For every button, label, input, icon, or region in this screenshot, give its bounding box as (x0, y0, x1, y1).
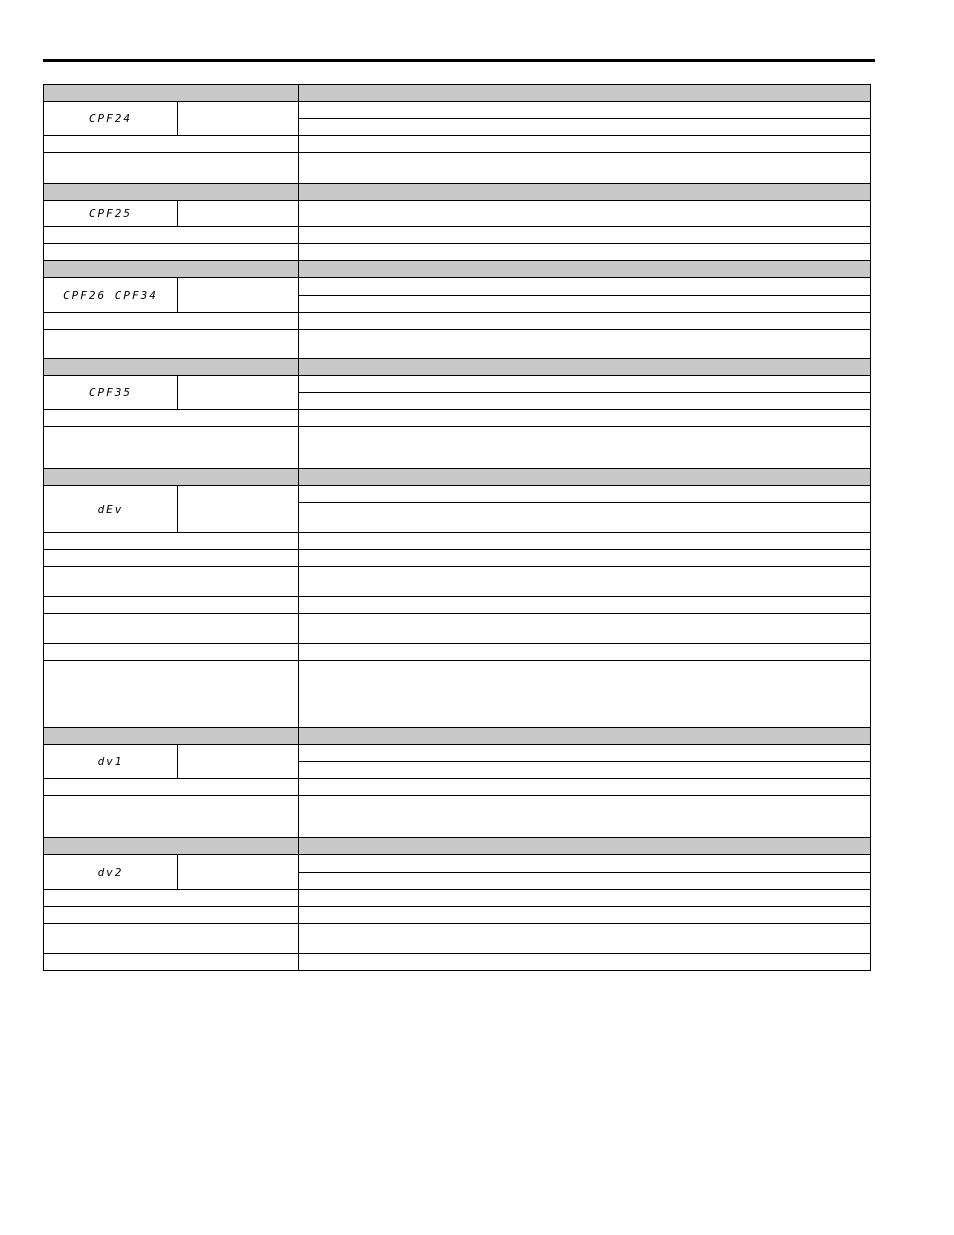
table-row (44, 376, 871, 393)
table-header-row (44, 261, 871, 278)
table-row (44, 745, 871, 762)
table-row (44, 855, 871, 873)
top-rule (43, 59, 875, 62)
table-row (44, 907, 871, 924)
table-row (44, 614, 871, 644)
table-row (44, 644, 871, 661)
table-row (44, 102, 871, 119)
table-row (44, 567, 871, 597)
table-row (44, 890, 871, 907)
fault-code-cpf24: CPF24 (44, 102, 178, 136)
table-header-row (44, 838, 871, 855)
table-row (44, 954, 871, 971)
table-header-row (44, 85, 871, 102)
table-row (44, 924, 871, 954)
table-header-row (44, 469, 871, 486)
fault-code-cpf26-cpf34: CPF26 CPF34 (44, 278, 178, 313)
fault-code-cpf35: CPF35 (44, 376, 178, 410)
fault-code-dev: dEv (44, 486, 178, 533)
table-row (44, 278, 871, 296)
table-row (44, 244, 871, 261)
fault-code-cpf25: CPF25 (44, 201, 178, 227)
fault-table (43, 84, 871, 971)
table-row (44, 550, 871, 567)
table-header-row (44, 184, 871, 201)
table-row (44, 779, 871, 796)
table-row (44, 427, 871, 469)
table-row (44, 153, 871, 184)
table-row (44, 330, 871, 359)
table-row (44, 597, 871, 614)
table-row (44, 201, 871, 227)
table-header-row (44, 359, 871, 376)
table-row (44, 796, 871, 838)
table-row (44, 313, 871, 330)
table-row (44, 661, 871, 728)
fault-code-dv1: dv1 (44, 745, 178, 779)
fault-code-dv2: dv2 (44, 855, 178, 890)
table-header-row (44, 728, 871, 745)
table-row (44, 410, 871, 427)
table-row (44, 533, 871, 550)
table-row (44, 486, 871, 503)
table-row (44, 227, 871, 244)
table-row (44, 136, 871, 153)
